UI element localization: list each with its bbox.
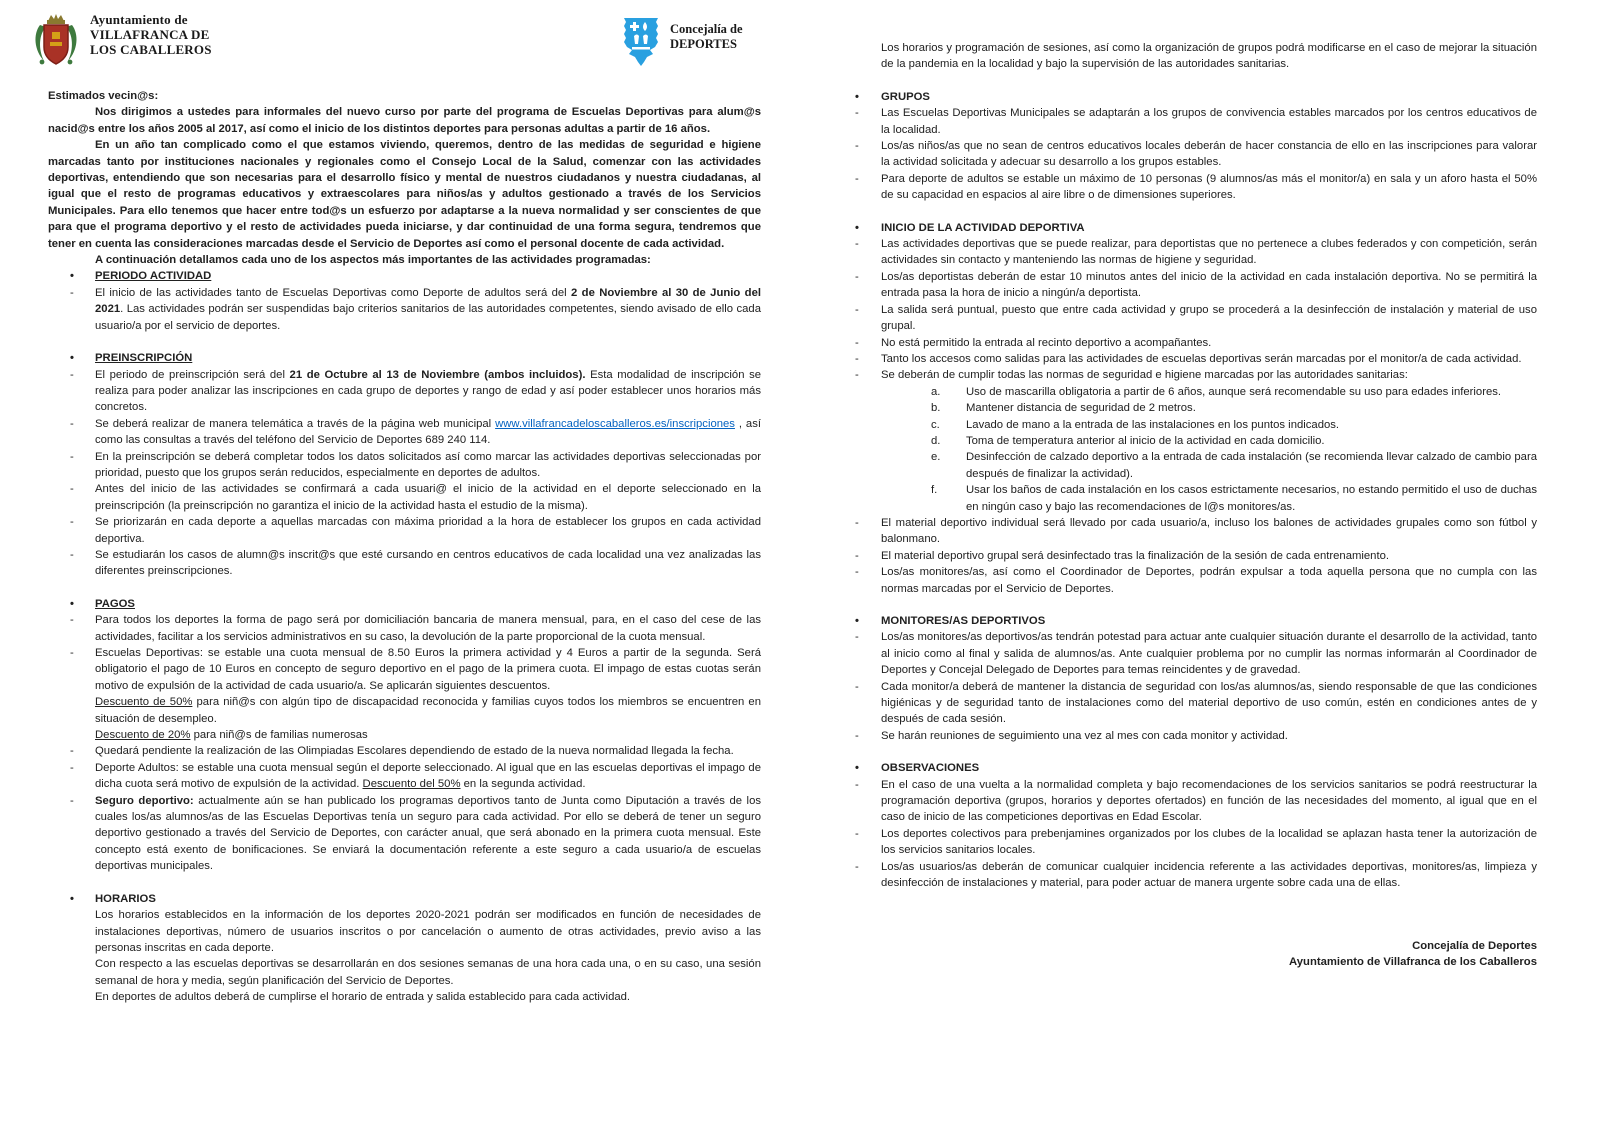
list-item-text xyxy=(881,629,1537,678)
text-segment: Para deporte de adultos se estable un máximo de 10 personas (9 alumnos/as más el monitor/a) en sala y un aforo hasta el 50% de su capacidad en espacios al aire libre o de dimensiones superiores. xyxy=(881,172,1537,202)
municipality-line-2: VILLAFRANCA DE xyxy=(90,27,210,42)
list-marker: - xyxy=(855,860,859,873)
list-item-text xyxy=(881,236,1537,269)
section-header xyxy=(853,89,1537,105)
dash-list-item xyxy=(70,416,761,449)
text-segment: Descuento del 50% xyxy=(362,778,461,791)
deportes-crest-icon xyxy=(620,16,662,66)
section-header-text: PERIODO ACTIVIDAD xyxy=(95,270,212,283)
list-item-text xyxy=(881,859,1537,892)
text-segment: Descuento de 20% xyxy=(95,729,191,742)
list-marker: - xyxy=(70,745,74,758)
dash-list-item xyxy=(855,515,1537,548)
signature-line-2: Ayuntamiento de Villafranca de los Caballeros xyxy=(1289,955,1537,968)
list-item-text xyxy=(881,171,1537,204)
text-segment: para niñ@s de familias numerosas xyxy=(190,729,368,742)
list-marker: - xyxy=(70,794,74,807)
text-segment: Tanto los accesos como salidas para las actividades de escuelas deportivas serán marcadas por el monitor/a de cada actividad. xyxy=(881,352,1522,365)
section-header xyxy=(48,891,761,907)
body-paragraph xyxy=(95,956,761,989)
list-marker: - xyxy=(70,450,74,463)
text-segment: Los/as usuarios/as deberán de comunicar cualquier incidencia referente a las actividades deportivas, monitores/as, limpieza y desinfección de instalaciones y material, para poder actuar de manera urgente sobre cada una de ellas. xyxy=(881,860,1537,890)
list-item-text xyxy=(881,826,1537,859)
dash-list-item xyxy=(70,743,761,759)
intro-paragraph: Nos dirigimos a ustedes para informales del nuevo curso por parte del programa de Escuelas Deportivas para alum@s nacid@s entre los años 2005 al 2017, así como el inicio de los distintos deportes para personas adultas a partir de 16 años. xyxy=(48,106,761,135)
text-segment: Las actividades deportivas que se puede realizar, para deportistas que no pertenece a clubes federados y con competición, serán actividades sin contacto y manteniendo las normas de higiene y seguridad. xyxy=(881,238,1537,267)
list-marker: - xyxy=(855,336,859,349)
list-item-text xyxy=(881,367,1537,383)
list-marker: - xyxy=(855,107,859,120)
text-segment: Mantener distancia de seguridad de 2 metros. xyxy=(966,402,1196,415)
list-item-text xyxy=(95,645,761,743)
text-segment: Seguro deportivo: xyxy=(95,794,194,807)
lettered-sub-item xyxy=(931,433,1537,449)
department-line-1: Concejalía de xyxy=(670,22,743,36)
list-item-text xyxy=(881,138,1537,171)
municipality-logo xyxy=(30,12,212,68)
list-item-text xyxy=(95,743,761,759)
intro-paragraph: A continuación detallamos cada uno de los aspectos más importantes de las actividades programadas: xyxy=(95,254,651,267)
dash-list-item xyxy=(855,138,1537,171)
section-header xyxy=(853,220,1537,236)
body-paragraph xyxy=(881,40,1537,73)
list-marker: - xyxy=(855,680,859,693)
text-segment: actualmente aún se han publicado los programas deportivos tanto de Junta como Diputación a través de los cuales los/as alumnos/as de las Escuelas Deportivas tenía un seguro para cada actividad. Por ello se deberá de tener un seguro deportivo gestionado a través del Servicio de Deportes, con carácter anual, que será abonado en la primera cuota mensual. Este concepto está exento de bonificaciones. Se enviará la documentación referente a este seguro a cada usuario/a de escuelas deportivas municipales. xyxy=(95,794,761,873)
list-marker: - xyxy=(855,140,859,153)
list-item-text xyxy=(966,482,1537,515)
dash-list-item xyxy=(70,645,761,743)
list-item-text xyxy=(95,481,761,514)
text-segment: El periodo de preinscripción será del xyxy=(95,368,290,381)
list-item-text xyxy=(95,612,761,645)
dash-list-item xyxy=(855,269,1537,302)
right-column-blocks xyxy=(853,40,1537,892)
bullet-marker: • xyxy=(855,221,859,234)
text-segment: Los deportes colectivos para prebenjamines organizados por los clubes de la localidad se aplazan hasta tener la autorización de los servicios sanitarios locales. xyxy=(881,827,1537,857)
list-marker: - xyxy=(855,549,859,562)
dash-list-item xyxy=(855,351,1537,367)
text-segment: No está permitido la entrada al recinto deportivo a acompañantes. xyxy=(881,336,1212,349)
section-header-text: PREINSCRIPCIÓN xyxy=(95,352,193,365)
section-header xyxy=(853,613,1537,629)
text-segment: Las Escuelas Deportivas Municipales se adaptarán a los grupos de convivencia estables marcados por los centros educativos de la localidad. xyxy=(881,107,1537,136)
dash-list-item xyxy=(70,793,761,875)
dash-list-item xyxy=(70,449,761,482)
list-item-text xyxy=(95,285,761,334)
dash-list-item xyxy=(70,547,761,580)
section-header xyxy=(48,350,761,366)
text-segment: Se priorizarán en cada deporte a aquellas marcadas con máxima prioridad a la hora de establecer los grupos en cada actividad deportiva. xyxy=(95,516,761,545)
list-item-text xyxy=(881,679,1537,728)
list-marker: c. xyxy=(931,418,940,431)
lettered-sub-item xyxy=(931,482,1537,515)
list-item-text xyxy=(966,417,1537,433)
text-segment: Desinfección de calzado deportivo a la entrada de cada instalación (se recomienda llevar calzado de cambio para después de finalizar la actividad). xyxy=(966,451,1537,480)
lettered-sub-item xyxy=(931,417,1537,433)
list-marker: - xyxy=(855,238,859,251)
text-segment: En deportes de adultos deberá de cumplirse el horario de entrada y salida establecido para cada actividad. xyxy=(95,991,631,1004)
text-segment: El material deportivo individual será llevado por cada usuario/a, incluso los balones de actividades grupales como son fútbol y balonmano. xyxy=(881,516,1537,546)
text-segment: Los/as monitores/as deportivos/as tendrán potestad para actuar ante cualquier situación durante el desarrollo de la actividad, tanto al inicio como al final y salida de alumnos/as. Ante cualquier problema por no cumplir las normas informarán al Coordinador de Deportes y Concejal Delegado de Deportes para temas reincidentes y de gravedad. xyxy=(881,631,1537,677)
text-segment: En el caso de una vuelta a la normalidad completa y bajo recomendaciones de los servicios sanitarios se podrá reestructurar la programación deportiva (grupos, horarios y deportes ofertados) en función de las necesidades del momento, al igual que en el caso de inicio de las competiciones deportivas en Edad Escolar. xyxy=(881,778,1537,824)
list-item-text xyxy=(95,416,761,449)
dash-list-item xyxy=(70,514,761,547)
text-segment: . Las actividades podrán ser suspendidas bajo criterios sanitarios de las autoridades competentes, siendo avisado de ello cada usuario/a por el servicio de deportes. xyxy=(95,303,761,332)
bullet-marker: • xyxy=(855,615,859,627)
list-marker: - xyxy=(855,729,859,742)
bullet-marker: • xyxy=(70,892,74,905)
dash-list-item xyxy=(70,612,761,645)
list-marker: a. xyxy=(931,385,941,398)
list-marker: - xyxy=(70,286,74,299)
dash-list-item xyxy=(70,481,761,514)
bullet-marker: • xyxy=(855,90,859,103)
list-marker: - xyxy=(855,270,859,283)
list-marker: - xyxy=(855,631,859,644)
text-segment: Los/as deportistas deberán de estar 10 minutos antes del inicio de la actividad en cada instalación deportiva. No se permitirá la entrada pasa la hora de inicio a ningún/a deportista. xyxy=(881,270,1537,300)
bullet-marker: • xyxy=(70,270,74,283)
list-item-text xyxy=(881,351,1537,367)
list-marker: f. xyxy=(931,484,938,497)
list-item-text xyxy=(881,105,1537,138)
text-segment: Cada monitor/a deberá de mantener la distancia de seguridad con los/as alumnos/as, siendo responsable de que las condiciones higiénicas y de seguridad tanto de instalaciones como del material deportivo de uso común, estén en condiciones antes de y después de cada sesión. xyxy=(881,680,1537,726)
list-item-text xyxy=(881,302,1537,335)
list-item-text xyxy=(881,777,1537,826)
list-item-text xyxy=(881,269,1537,302)
dash-list-item xyxy=(855,826,1537,859)
list-item-text xyxy=(966,433,1537,449)
dash-list-item xyxy=(70,285,761,334)
lettered-sub-item xyxy=(931,384,1537,400)
list-item-text xyxy=(966,400,1537,416)
signature-block xyxy=(853,938,1537,971)
department-logo-text xyxy=(670,22,743,52)
text-segment: en la segunda actividad. xyxy=(460,778,586,791)
list-marker: - xyxy=(855,369,859,382)
ayuntamiento-crest-icon xyxy=(30,12,82,68)
list-marker: - xyxy=(70,614,74,627)
bullet-marker: • xyxy=(855,762,859,775)
municipality-logo-text xyxy=(90,12,212,57)
text-segment: Se harán reuniones de seguimiento una vez al mes con cada monitor y actividad. xyxy=(881,729,1288,742)
text-segment: Se estudiarán los casos de alumn@s inscrit@s que esté cursando en centros educativos de cada localidad una vez analizadas las diferentes preinscripciones. xyxy=(95,548,761,578)
section-header xyxy=(853,760,1537,776)
text-segment: para niñ@s con algún tipo de discapacidad reconocida y familias cuyos todos los miembros se encuentren en situación de desempleo. xyxy=(95,696,761,725)
text-segment: El inicio de las actividades tanto de Escuelas Deportivas como Deporte de adultos será del xyxy=(95,286,572,299)
body-paragraph xyxy=(95,907,761,956)
section-header-text: GRUPOS xyxy=(881,90,930,103)
list-marker: - xyxy=(70,368,74,381)
text-segment: Lavado de mano a la entrada de las instalaciones en los puntos indicados. xyxy=(966,418,1340,431)
dash-list-item xyxy=(855,629,1537,678)
list-item-text xyxy=(881,515,1537,548)
list-item-text xyxy=(95,449,761,482)
section-header-text: HORARIOS xyxy=(95,892,156,905)
list-marker: - xyxy=(855,778,859,791)
text-segment: Antes del inicio de las actividades se confirmará a cada usuari@ el inicio de la actividad en el deporte seleccionado en la preinscripción (la preinscripción no garantiza el inicio de la actividad hasta el estudio de la misma). xyxy=(95,483,761,512)
text-segment: Esta modalidad de inscripción se realiza para poder analizar las inscripciones en cada grupo de deportes y rango de edad y así poder establecer unos horarios más concretos. xyxy=(95,368,762,414)
text-segment: Los/as monitores/as, así como el Coordinador de Deportes, podrán expulsar a toda aquella persona que no cumpla con las normas marcadas por el Servicio de Deportes. xyxy=(881,566,1537,595)
text-segment: Uso de mascarilla obligatoria a partir de 6 años, aunque será recomendable su uso para edades inferiores. xyxy=(966,385,1502,398)
list-marker: - xyxy=(855,172,859,185)
text-segment: Con respecto a las escuelas deportivas se desarrollarán en dos sesiones semanas de una hora cada una, o en su caso, una sesión semanal de hora y media, según planificación del Servicio de Deportes. xyxy=(95,958,761,987)
list-item-text xyxy=(95,367,761,416)
list-item-text xyxy=(881,548,1537,564)
municipality-line-1: Ayuntamiento de xyxy=(90,12,188,27)
list-item-text xyxy=(881,564,1537,597)
department-line-2: DEPORTES xyxy=(670,37,737,51)
dash-list-item xyxy=(855,548,1537,564)
dash-list-item xyxy=(855,236,1537,269)
text-segment: Quedará pendiente la realización de las Olimpiadas Escolares dependiendo de estado de la nueva normalidad llegada la fecha. xyxy=(95,745,734,758)
text-segment: El material deportivo grupal será desinfectado tras la finalización de la sesión de cada entrenamiento. xyxy=(881,549,1390,562)
text-segment: , así como las consultas a través del teléfono del Servicio de Deportes 689 240 114. xyxy=(95,417,761,447)
department-logo xyxy=(620,16,743,66)
text-segment: Para todos los deportes la forma de pago será por domiciliación bancaria de manera mensual, para, en el caso del cese de las actividades, facilitar a los servicios administrativos en su caso, la devolución de la parte proporcional de la cuota mensual. xyxy=(95,614,761,643)
right-column xyxy=(853,40,1537,970)
body-paragraph xyxy=(95,989,761,1005)
list-item-text xyxy=(95,793,761,875)
list-marker: - xyxy=(70,647,74,659)
list-item-text xyxy=(881,335,1537,351)
lettered-sub-item xyxy=(931,449,1537,482)
list-item-text xyxy=(881,728,1537,744)
list-item-text xyxy=(966,384,1537,400)
dash-list-item xyxy=(855,335,1537,351)
text-segment: Los horarios y programación de sesiones, así como la organización de grupos podrá modificarse en el caso de mejorar la situación de la pandemia en la localidad y bajo la supervisión de las autoridades sanitarias. xyxy=(881,42,1537,71)
list-marker: - xyxy=(855,827,859,840)
section-header-text: OBSERVACIONES xyxy=(881,762,980,775)
lettered-sub-item xyxy=(931,400,1537,416)
list-marker: - xyxy=(70,516,74,529)
list-marker: b. xyxy=(931,402,941,415)
list-marker: - xyxy=(70,417,74,430)
list-marker: - xyxy=(855,516,859,529)
dash-list-item xyxy=(855,105,1537,138)
list-marker: - xyxy=(855,352,859,365)
list-item-text xyxy=(95,514,761,547)
list-marker: - xyxy=(855,303,859,316)
text-segment: Toma de temperatura anterior al inicio de la actividad en cada domicilio. xyxy=(966,434,1325,447)
municipality-line-3: LOS CABALLEROS xyxy=(90,42,212,57)
dash-list-item xyxy=(855,302,1537,335)
text-segment: Se deberá realizar de manera telemática a través de la página web municipal xyxy=(95,417,496,430)
section-header xyxy=(48,596,761,612)
text-segment: En la preinscripción se deberá completar todos los datos solicitados así como marcar las actividades deportivas seleccionadas por prioridad, puesto que los grupos serán reducidos, especialmente en deportes de adultos. xyxy=(95,450,761,479)
list-marker: e. xyxy=(931,451,941,464)
text-segment: Deporte Adultos: se estable una cuota mensual según el deporte seleccionado. Al igual que en las escuelas deportivas el impago de dicha cuota será motivo de expulsión de la actividad. xyxy=(95,761,761,791)
text-segment: Descuento de 50% xyxy=(95,696,193,709)
text-segment: 21 de Octubre al 13 de Noviembre (ambos incluidos). xyxy=(289,368,586,381)
section-header xyxy=(48,268,761,284)
dash-list-item xyxy=(855,367,1537,383)
dash-list-item xyxy=(855,859,1537,892)
list-marker: - xyxy=(70,548,74,561)
text-segment: Se deberán de cumplir todas las normas de seguridad e higiene marcadas por las autoridades sanitarias: xyxy=(881,369,1408,382)
list-marker: - xyxy=(855,566,859,579)
dash-list-item xyxy=(855,777,1537,826)
text-segment: Escuelas Deportivas: se estable una cuota mensual de 8.50 Euros la primera actividad y 4 Euros a partir de la segunda. Será obligatorio el pago de 10 Euros en concepto de seguro deportivo en el pago de la primera cuota. El impago de estas cuotas serán motivo de expulsión de la actividad de cada usuario/a. Se aplicarán siguientes descuentos. xyxy=(95,647,761,692)
dash-list-item xyxy=(855,728,1537,744)
list-marker: d. xyxy=(931,434,941,447)
list-item-text xyxy=(95,547,761,580)
signature-line-1: Concejalía de Deportes xyxy=(1412,939,1537,952)
text-segment: Usar los baños de cada instalación en los casos estrictamente necesarios, no estando permitido el uso de duchas en ningún caso y bajo las recomendaciones de l@s monitores/as. xyxy=(966,484,1537,513)
intro-paragraph: En un año tan complicado como el que estamos viviendo, queremos, dentro de las medidas de seguridad e higiene marcadas tanto por instituciones nacionales y regionales como el Consejo Local de la Salud, comenzar con las actividades deportivas, entendiendo que son necesarias para el desarrollo físico y mental de nuestros ciudadanos y nuestra ciudadanas, al igual que el resto de programas educativos y extraescolares para niños/as y adultos gestionado a través de los Servicios Municipales. Para ello tenemos que hacer entre tod@s un esfuerzo por adaptarse a la nueva normalidad y ser conscientes de que para que el programa deportivo y el resto de actividades pueda iniciarse, y dar continuidad de una forma segura, tendremos que tener en cuenta las consideraciones marcadas desde el Servicio de Deportes así como el personal docente de cada actividad. xyxy=(48,139,761,250)
dash-list-item xyxy=(70,367,761,416)
inscriptions-link[interactable]: www.villafrancadeloscaballeros.es/inscripciones xyxy=(495,417,735,430)
dash-list-item xyxy=(855,679,1537,728)
dash-list-item xyxy=(855,564,1537,597)
list-item-text xyxy=(95,760,761,793)
list-marker: - xyxy=(70,483,74,496)
bullet-marker: • xyxy=(70,352,74,365)
text-segment: La salida será puntual, puesto que entre cada actividad y grupo se procederá a la desinfección de instalación y material de uso grupal. xyxy=(881,303,1537,333)
salutation: Estimados vecin@s: xyxy=(48,90,159,102)
dash-list-item xyxy=(855,171,1537,204)
dash-list-item xyxy=(70,760,761,793)
section-header-text: INICIO DE LA ACTIVIDAD DEPORTIVA xyxy=(881,221,1085,234)
left-column xyxy=(48,88,761,1006)
section-header-text: PAGOS xyxy=(95,597,135,610)
list-marker: - xyxy=(70,761,74,774)
text-segment: Los/as niños/as que no sean de centros educativos locales deberán de hacer constancia de ello en las inscripciones para valorar la actividad solicitada y adecuar su desarrollo a los grupos estables. xyxy=(881,140,1537,169)
list-item-text xyxy=(966,449,1537,482)
bullet-marker: • xyxy=(70,597,74,610)
text-segment: Los horarios establecidos en la información de los deportes 2020-2021 podrán ser modificados en función de necesidades de instalaciones deportivas, número de usuarios inscritos o por cancelación o aumento de otras actividades, previo aviso a las personas inscritas en cada deporte. xyxy=(95,909,761,954)
section-header-text: MONITORES/AS DEPORTIVOS xyxy=(881,615,1046,627)
text-segment: 2 de Noviembre al 30 de Junio del 2021 xyxy=(95,286,761,316)
